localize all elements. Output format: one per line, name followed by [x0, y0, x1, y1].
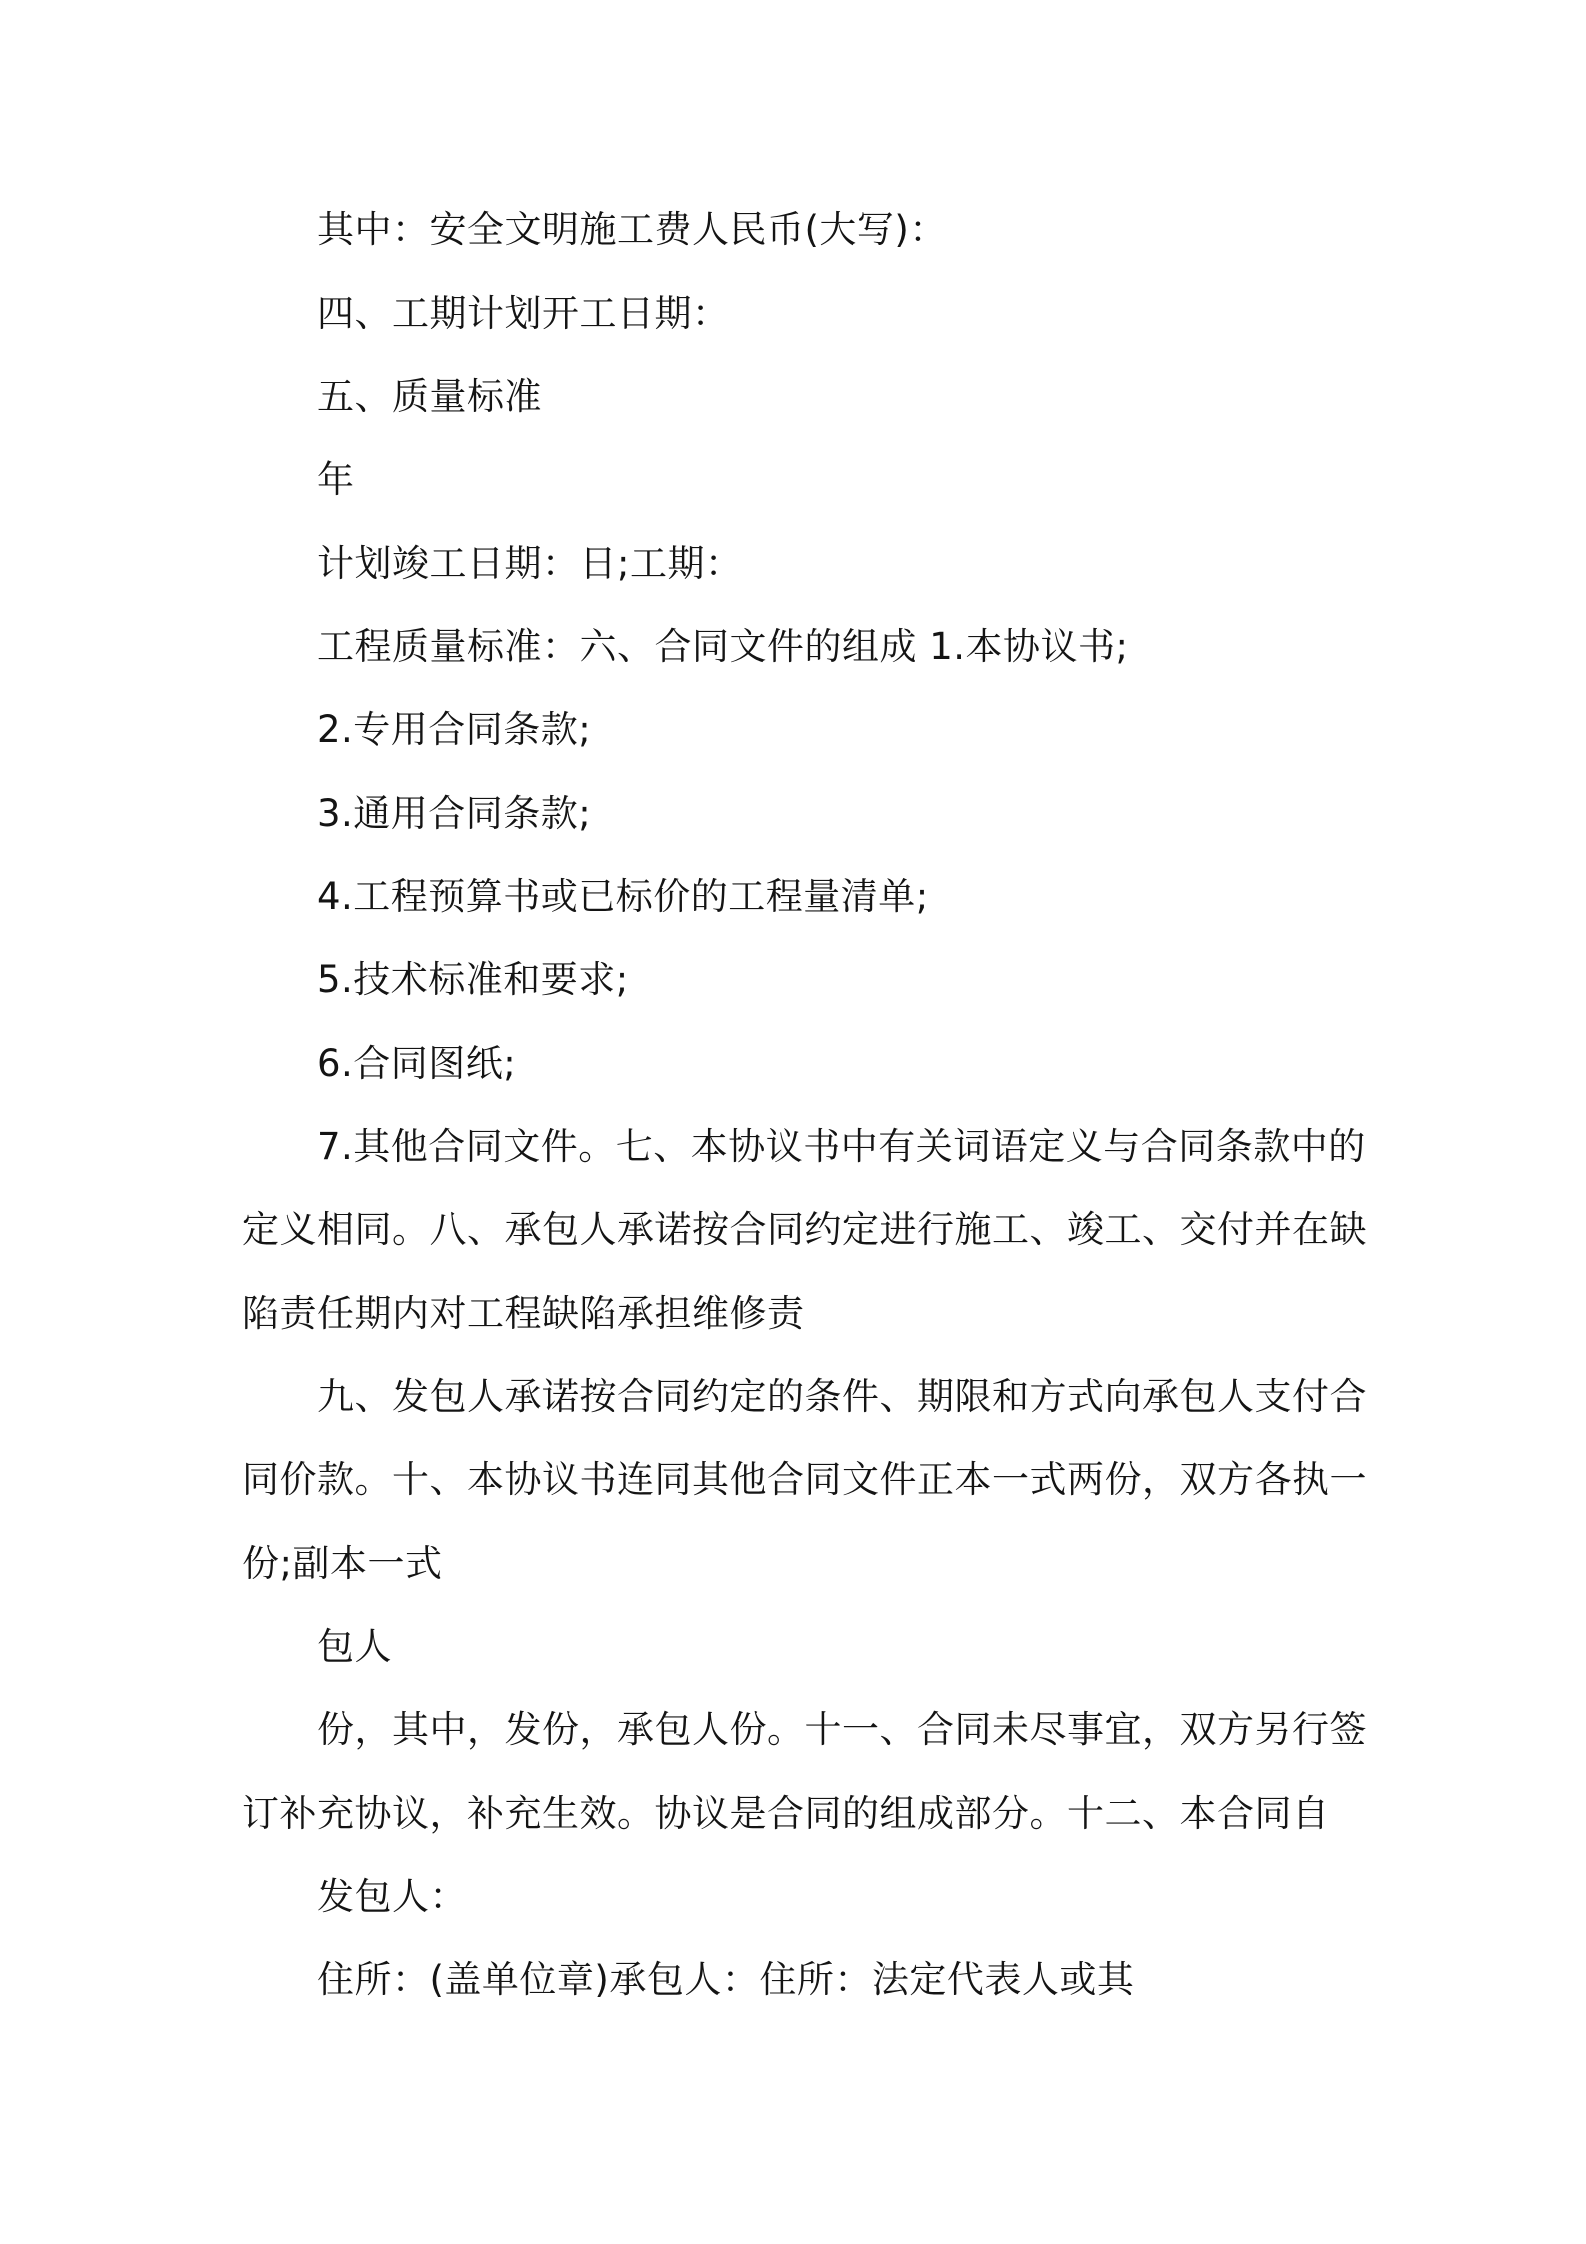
paragraph-line: 九、发包人承诺按合同约定的条件、期限和方式向承包人支付合 [317, 1375, 1367, 1418]
paragraph-line: 份;副本一式 [242, 1542, 443, 1585]
paragraph-line: 同价款。十、本协议书连同其他合同文件正本一式两份，双方各执一 [242, 1458, 1367, 1501]
paragraph-line: 包人 [317, 1625, 392, 1668]
text-line-safety-fee: 其中：安全文明施工费人民币(大写)： [317, 208, 947, 251]
text-line-quality-standard: 工程质量标准：六、合同文件的组成 1.本协议书; [317, 625, 1129, 668]
paragraph-line: 订补充协议，补充生效。协议是合同的组成部分。十二、本合同自 [242, 1792, 1330, 1835]
list-item: 2.专用合同条款; [317, 708, 592, 751]
text-line-quality-heading: 五、质量标准 [317, 375, 542, 418]
paragraph-line: 份，其中，发份，承包人份。十一、合同未尽事宜，双方另行签 [317, 1708, 1367, 1751]
text-line-completion-date: 计划竣工日期：日;工期： [317, 542, 743, 585]
paragraph-line: 陷责任期内对工程缺陷承担维修责 [242, 1292, 805, 1335]
paragraph-line: 定义相同。八、承包人承诺按合同约定进行施工、竣工、交付并在缺 [242, 1208, 1367, 1251]
text-line-year: 年 [317, 458, 355, 501]
text-line-employer: 发包人： [317, 1875, 467, 1918]
list-item: 4.工程预算书或已标价的工程量清单; [317, 875, 929, 918]
list-item: 6.合同图纸; [317, 1042, 517, 1085]
text-line-start-date: 四、工期计划开工日期： [317, 292, 730, 335]
text-line-address: 住所：(盖单位章)承包人：住所：法定代表人或其 [317, 1958, 1135, 2001]
paragraph-line: 7.其他合同文件。七、本协议书中有关词语定义与合同条款中的 [317, 1125, 1366, 1168]
list-item: 3.通用合同条款; [317, 792, 592, 835]
list-item: 5.技术标准和要求; [317, 958, 629, 1001]
